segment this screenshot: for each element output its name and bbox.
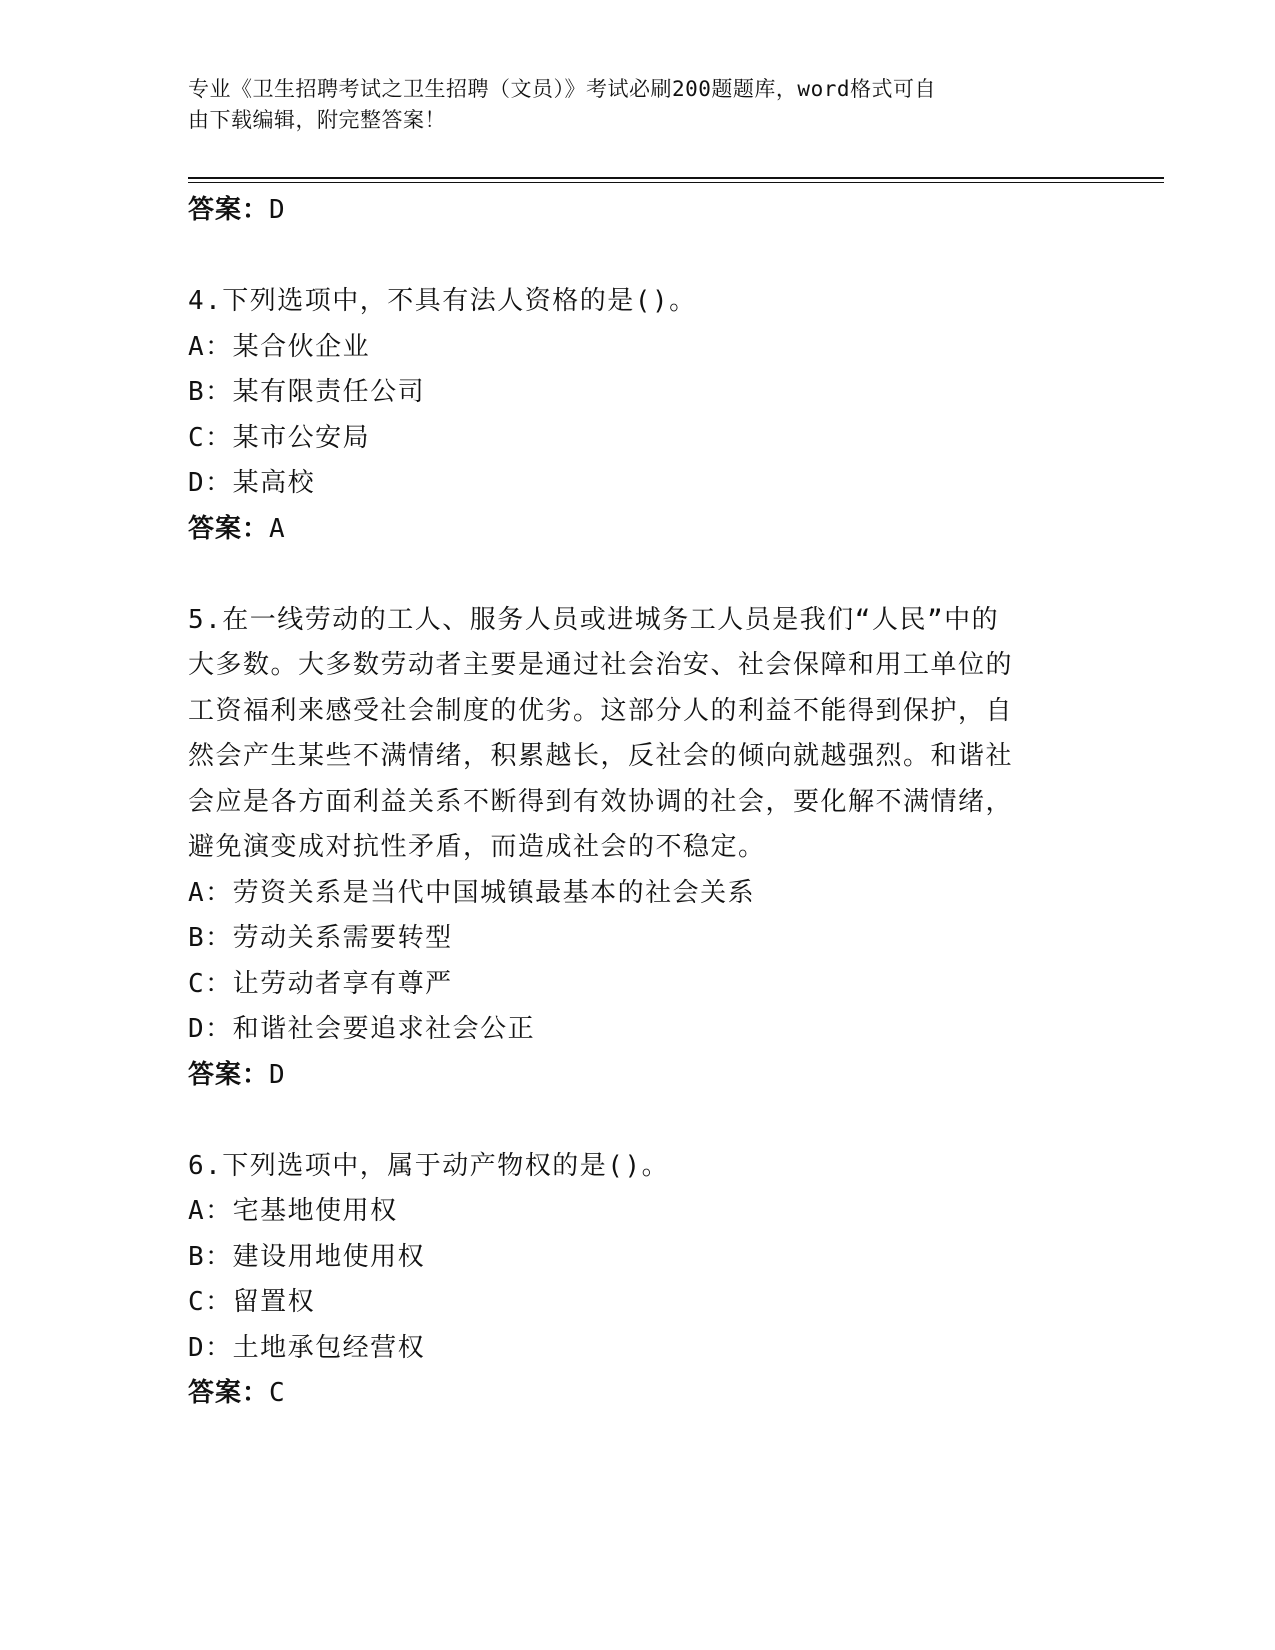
answer-label: 答案：	[188, 1378, 270, 1408]
answer-value: D	[269, 195, 286, 225]
spacer	[188, 234, 1068, 280]
question-stem-line: 5.在一线劳动的工人、服务人员或进城务工人员是我们“人民”中的	[188, 604, 1000, 635]
answer-label: 答案：	[188, 195, 270, 225]
question-stem: 6.下列选项中，属于动产物权的是()。	[188, 1150, 670, 1181]
question-4	[188, 279, 1068, 552]
option-b: B：某有限责任公司	[188, 377, 426, 407]
answer-line	[188, 507, 1068, 553]
answer-label: 答案：	[188, 513, 270, 544]
option-a: A：劳资关系是当代中国城镇最基本的社会关系	[188, 877, 756, 908]
answer-value: A	[269, 513, 286, 544]
spacer	[188, 552, 1068, 598]
question-stem: 4.下列选项中，不具有法人资格的是()。	[188, 286, 697, 316]
answer-value: D	[269, 1059, 286, 1090]
question-5	[188, 598, 1068, 1099]
answer-line-3	[188, 188, 1068, 234]
option-c: C：让劳动者享有尊严	[188, 968, 453, 999]
option-c: C：留置权	[188, 1287, 316, 1317]
question-stem-line: 工资福利来感受社会制度的优劣。这部分人的利益不能得到保护，自	[188, 695, 1014, 726]
option-d: D：和谐社会要追求社会公正	[188, 1014, 536, 1044]
option-c: C：某市公安局	[188, 422, 371, 453]
option-a: A：宅基地使用权	[188, 1196, 398, 1226]
header-line-2: 由下载编辑，附完整答案！	[188, 108, 446, 132]
option-a: A：某合伙企业	[188, 331, 371, 362]
answer-line	[188, 1371, 1068, 1417]
question-stem-line: 避免演变成对抗性矛盾，而造成社会的不稳定。	[188, 832, 766, 862]
question-6	[188, 1144, 1068, 1417]
header-line-1: 专业《卫生招聘考试之卫生招聘（文员）》考试必刷200题题库，word格式可自	[188, 77, 936, 101]
option-d: D：土地承包经营权	[188, 1332, 426, 1363]
question-stem-line: 会应是各方面利益关系不断得到有效协调的社会，要化解不满情绪，	[188, 786, 1014, 817]
answer-line	[188, 1053, 1068, 1099]
question-list	[188, 188, 1068, 1417]
spacer	[188, 1098, 1068, 1144]
answer-label: 答案：	[188, 1059, 270, 1090]
header-rule-thin	[188, 182, 1164, 183]
option-b: B：劳动关系需要转型	[188, 923, 453, 953]
option-d: D：某高校	[188, 468, 316, 498]
header-rule-thick	[188, 177, 1164, 179]
option-b: B：建设用地使用权	[188, 1241, 426, 1272]
question-stem-line: 然会产生某些不满情绪，积累越长，反社会的倾向就越强烈。和谐社	[188, 741, 1014, 771]
document-header	[188, 74, 1068, 136]
question-stem-line: 大多数。大多数劳动者主要是通过社会治安、社会保障和用工单位的	[188, 650, 1014, 680]
answer-value: C	[269, 1378, 286, 1408]
